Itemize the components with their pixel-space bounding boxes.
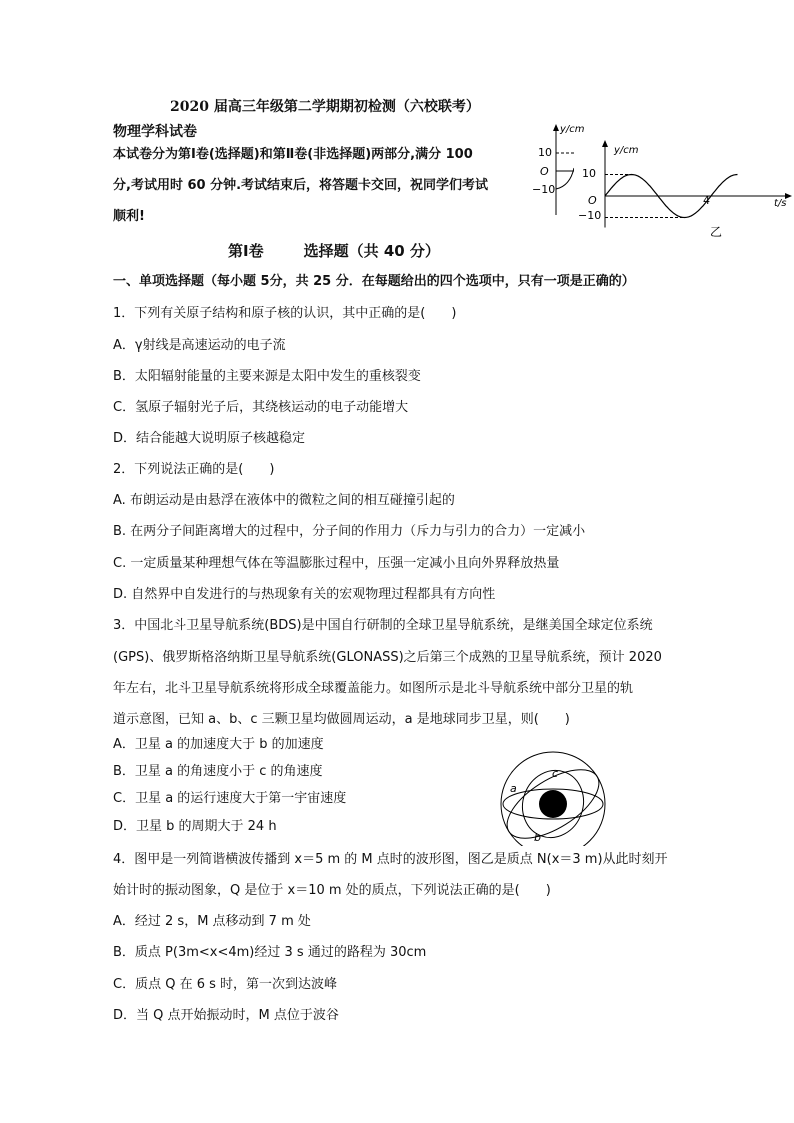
question-3-option-c: C．卫星 a 的运行速度大于第一宇宙速度 xyxy=(113,791,347,806)
section-title: 选择题（共 40 分） xyxy=(303,242,440,260)
question-2-option-a: A. 布朗运动是由悬浮在液体中的微粒之间的相互碰撞引起的 xyxy=(113,493,455,508)
question-3-stem-2: (GPS)、俄罗斯格洛纳斯卫星导航系统(GLONASS)之后第三个成熟的卫星导航系统，预计 2020 xyxy=(113,650,662,665)
intro-line-3: 顺利! xyxy=(113,209,145,224)
question-1-option-a: A．γ射线是高速运动的电子流 xyxy=(113,338,286,353)
earth xyxy=(539,790,567,818)
orbit-label-c: c xyxy=(552,767,559,780)
question-1-option-d: D．结合能越大说明原子核越稳定 xyxy=(113,431,306,446)
question-2-option-d: D. 自然界中自发进行的与热现象有关的宏观物理过程都具有方向性 xyxy=(113,587,496,602)
question-3-option-a: A．卫星 a 的加速度大于 b 的加速度 xyxy=(113,737,324,752)
question-3-stem-1: 3．中国北斗卫星导航系统(BDS)是中国自行研制的全球卫星导航系统，是继美国全球定位系统 xyxy=(113,618,653,633)
question-2-stem: 2．下列说法正确的是( ) xyxy=(113,462,275,477)
question-3-stem-3: 年左右，北斗卫星导航系统将形成全球覆盖能力。如图所示是北斗导航系统中部分卫星的轨 xyxy=(113,681,634,696)
exam-title: 2020 届高三年级第二学期期初检测（六校联考） xyxy=(170,99,480,115)
left-tick-o: O xyxy=(540,165,549,178)
x-tick-4: 4 xyxy=(703,194,710,207)
question-4-option-a: A．经过 2 s，M 点移动到 7 m 处 xyxy=(113,914,311,929)
question-2-option-b: B. 在两分子间距离增大的过程中，分子间的作用力（斥力与引力的合力）一定减小 xyxy=(113,524,586,539)
left-y-arrow xyxy=(553,124,559,131)
question-4-option-c: C．质点 Q 在 6 s 时，第一次到达波峰 xyxy=(113,977,338,992)
left-ylabel: y/cm xyxy=(560,124,585,135)
left-tick-10: 10 xyxy=(538,146,552,159)
y-tick-minus10: −10 xyxy=(578,209,602,222)
orbit-label-a: a xyxy=(510,782,517,795)
section-header xyxy=(228,240,440,261)
wave-figure xyxy=(510,120,794,240)
question-1-option-c: C．氢原子辐射光子后，其绕核运动的电子动能增大 xyxy=(113,400,409,415)
y-axis-label: y/cm xyxy=(614,145,639,156)
orbit-figure xyxy=(496,742,616,846)
question-2-option-c: C. 一定质量某种理想气体在等温膨胀过程中，压强一定减小且向外界释放热量 xyxy=(113,556,560,571)
part-title: 一、单项选择题（每小题 5分，共 25 分．在每题给出的四个选项中，只有一项是正确的） xyxy=(113,274,635,289)
question-4-option-b: B．质点 P(3m<x<4m)经过 3 s 通过的路程为 30cm xyxy=(113,945,427,960)
question-1-option-b: B．太阳辐射能量的主要来源是太阳中发生的重核裂变 xyxy=(113,369,421,384)
question-4-stem-2: 始计时的振动图象，Q 是位于 x＝10 m 处的质点，下列说法正确的是( ) xyxy=(113,883,551,898)
y-axis-arrow xyxy=(602,140,608,147)
subject-title: 物理学科试卷 xyxy=(113,124,197,140)
question-3-stem-4: 道示意图，已知 a、b、c 三颗卫星均做圆周运动，a 是地球同步卫星，则( ) xyxy=(113,712,570,727)
figure-caption: 乙 xyxy=(710,225,723,239)
question-3-option-b: B．卫星 a 的角速度小于 c 的角速度 xyxy=(113,764,323,779)
intro-line-1: 本试卷分为第Ⅰ卷(选择题)和第Ⅱ卷(非选择题)两部分,满分 100 xyxy=(113,147,473,162)
orbit-label-b: b xyxy=(534,831,541,844)
x-axis-label: t/s xyxy=(774,198,787,209)
question-1-stem: 1．下列有关原子结构和原子核的认识，其中正确的是( ) xyxy=(113,306,457,321)
intro-line-2: 分,考试用时 60 分钟.考试结束后，将答题卡交回，祝同学们考试 xyxy=(113,178,489,193)
y-tick-o: O xyxy=(588,194,597,207)
left-tick-minus10: −10 xyxy=(532,183,556,196)
question-3-option-d: D．卫星 b 的周期大于 24 h xyxy=(113,819,277,834)
section-name: 第Ⅰ卷 xyxy=(228,242,264,260)
y-tick-10: 10 xyxy=(582,167,596,180)
question-4-option-d: D．当 Q 点开始振动时，M 点位于波谷 xyxy=(113,1008,339,1023)
question-4-stem-1: 4．图甲是一列简谐横波传播到 x＝5 m 的 M 点时的波形图，图乙是质点 N(x＝3 m)从此时刻开 xyxy=(113,852,668,867)
